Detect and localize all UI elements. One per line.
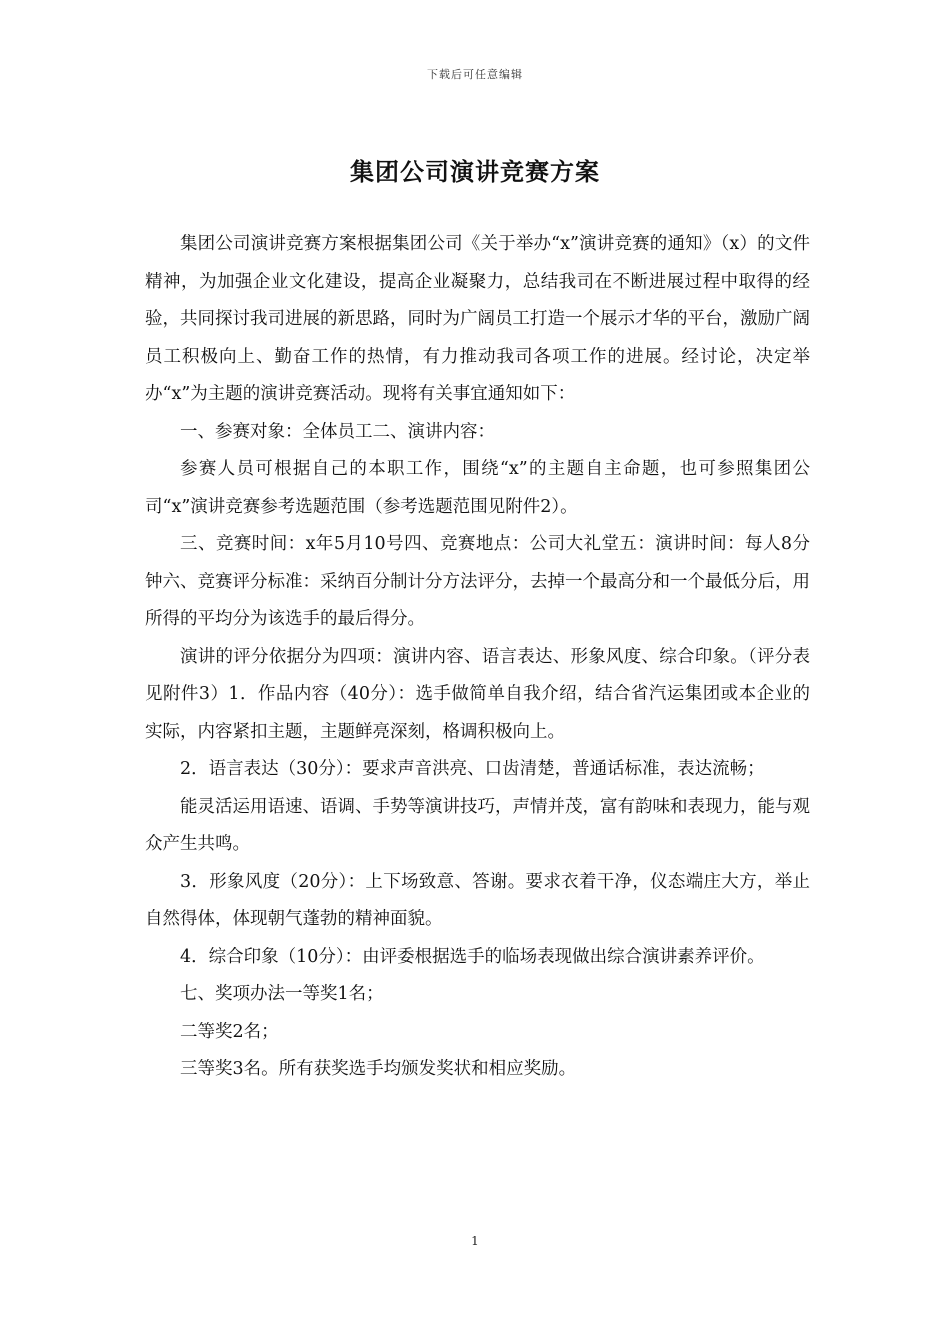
- paragraph-scoring-basis: 演讲的评分依据分为四项：演讲内容、语言表达、形象风度、综合印象。（评分表见附件3）1．作品内容（40分）：选手做简单自我介绍，结合省汽运集团或本企业的实际，内容紧扣主题，主题鲜亮深刻，格调积极向上。: [145, 646, 810, 742]
- document-body: [145, 226, 810, 1089]
- paragraph-awards-second: 二等奖2名；: [180, 1021, 279, 1042]
- header-note: 下载后可任意编辑: [427, 68, 523, 81]
- page-number: 1: [471, 1234, 479, 1248]
- paragraph-appearance: 3．形象风度（20分）：上下场致意、答谢。要求衣着干净，仪态端庄大方，举止自然得体，体现朝气蓬勃的精神面貌。: [145, 871, 810, 929]
- paragraph-awards-first: 七、奖项办法一等奖1名；: [180, 984, 384, 1004]
- paragraph-content: 参赛人员可根据自己的本职工作，围绕“x”的主题自主命题，也可参照集团公司“x”演讲竞赛参考选题范围（参考选题范围见附件2）。: [145, 459, 810, 517]
- paragraph-impression: 4．综合印象（10分）：由评委根据选手的临场表现做出综合演讲素养评价。: [180, 946, 765, 967]
- paragraph-awards-third: 三等奖3名。所有获奖选手均颁发奖状和相应奖励。: [180, 1059, 577, 1079]
- paragraph-participants: 一、参赛对象：全体员工二、演讲内容：: [180, 421, 495, 442]
- document-title: 集团公司演讲竞赛方案: [350, 158, 600, 186]
- paragraph-intro: 集团公司演讲竞赛方案根据集团公司《关于举办“x”演讲竞赛的通知》（x）的文件精神，为加强企业文化建设，提高企业凝聚力，总结我司在不断进展过程中取得的经验，共同探讨我司进展的新思路，同时为广阔员工打造一个展示才华的平台，激励广阔员工积极向上、勤奋工作的热情，有力推动我司各项工作的进展。经讨论，决定举办“x”为主题的演讲竞赛活动。现将有关事宜通知如下：: [145, 234, 810, 404]
- paragraph-time-place: 三、竞赛时间：x年5月10号四、竞赛地点：公司大礼堂五：演讲时间：每人8分钟六、竞赛评分标准：采纳百分制计分方法评分，去掉一个最高分和一个最低分后，用所得的平均分为该选手的最后得分。: [145, 534, 810, 629]
- paragraph-techniques: 能灵活运用语速、语调、手势等演讲技巧，声情并茂，富有韵味和表现力，能与观众产生共鸣。: [145, 796, 810, 854]
- paragraph-language: 2．语言表达（30分）：要求声音洪亮、口齿清楚，普通话标准，表达流畅；: [180, 759, 765, 779]
